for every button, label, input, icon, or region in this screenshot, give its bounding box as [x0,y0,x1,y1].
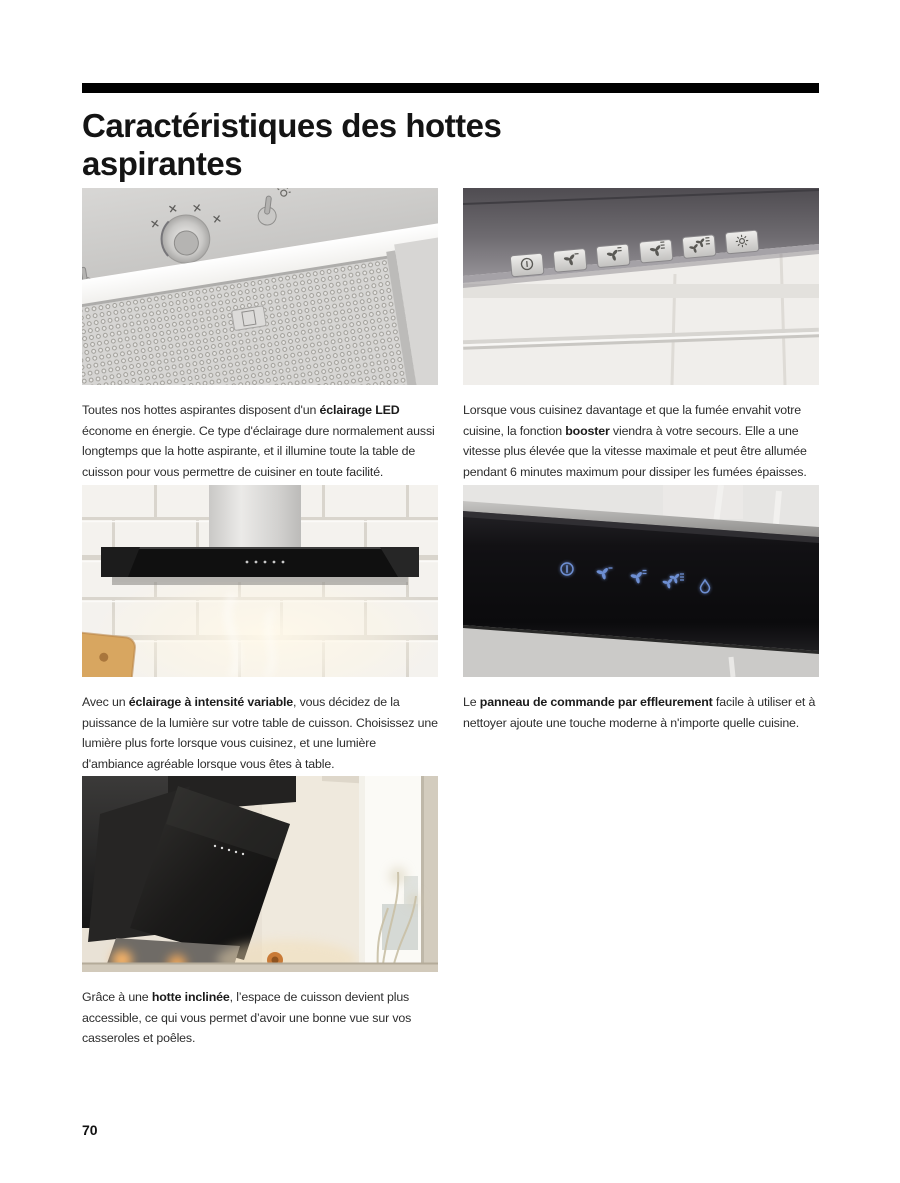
caption-dimmer: Avec un éclairage à intensité variable, vous décidez de la puissance de la lumière sur votre table de cuisson. Choisissez une lumière plus forte lorsque vous cuisinez, et une lumière d'ambiance agréable lorsque vous êtes à table. [82,695,438,771]
photo-touch-control-panel [463,485,819,677]
figure-row-3 [82,776,819,972]
fan-speed-3-icon [639,239,673,263]
caption-row-1 [82,400,819,482]
photo-booster-buttons [463,188,819,385]
power-icon [510,253,544,277]
photo-dimmable-light-hood [82,485,438,677]
page-title: Caractéristiques des hottes aspirantes [82,107,502,182]
chimney-duct [209,485,301,553]
caption-row-3 [82,987,819,1049]
light-icon [725,230,759,254]
countertop [82,965,438,973]
page-content [82,0,819,1049]
photo-inclined-hood [82,776,438,972]
fan-speed-1-icon [553,249,587,273]
caption-led: Toutes nos hottes aspirantes disposent d'un éclairage LED économe en énergie. Ce type d'éclairage dure normalement aussi longtemps que la hotte aspirante, et il illumine toute la table de cuisson pour vous permettre de cuisiner en toute facilité. [82,403,435,479]
filter-latch [232,306,267,331]
figure-row-1 [82,188,819,385]
caption-booster: Lorsque vous cuisinez davantage et que la fumée envahit votre cuisine, la fonction booster viendra à votre secours. Elle a une vitesse plus élevée que la vitesse maximale et peut être allumée pendant 6 minutes maximum pour dissiper les fumées épaisses. [463,403,807,479]
fan-speed-2-icon [596,244,630,268]
cutting-board [82,630,136,677]
caption-inclined: Grâce à une hotte inclinée, l’espace de cuisson devient plus accessible, ce qui vous permet d’avoir une bonne vue sur vos casseroles et poêles. [82,990,412,1045]
page-number: 70 [82,1122,98,1138]
black-hood [101,547,419,585]
caption-touch: Le panneau de commande par effleurement facile à utiliser et à nettoyer ajoute une touche moderne à n'importe quelle cuisine. [463,695,816,730]
photo-led-lighting [82,188,438,385]
top-rule [82,83,819,93]
caption-row-2 [82,692,819,774]
booster-icon [682,235,716,259]
figure-row-2 [82,485,819,677]
